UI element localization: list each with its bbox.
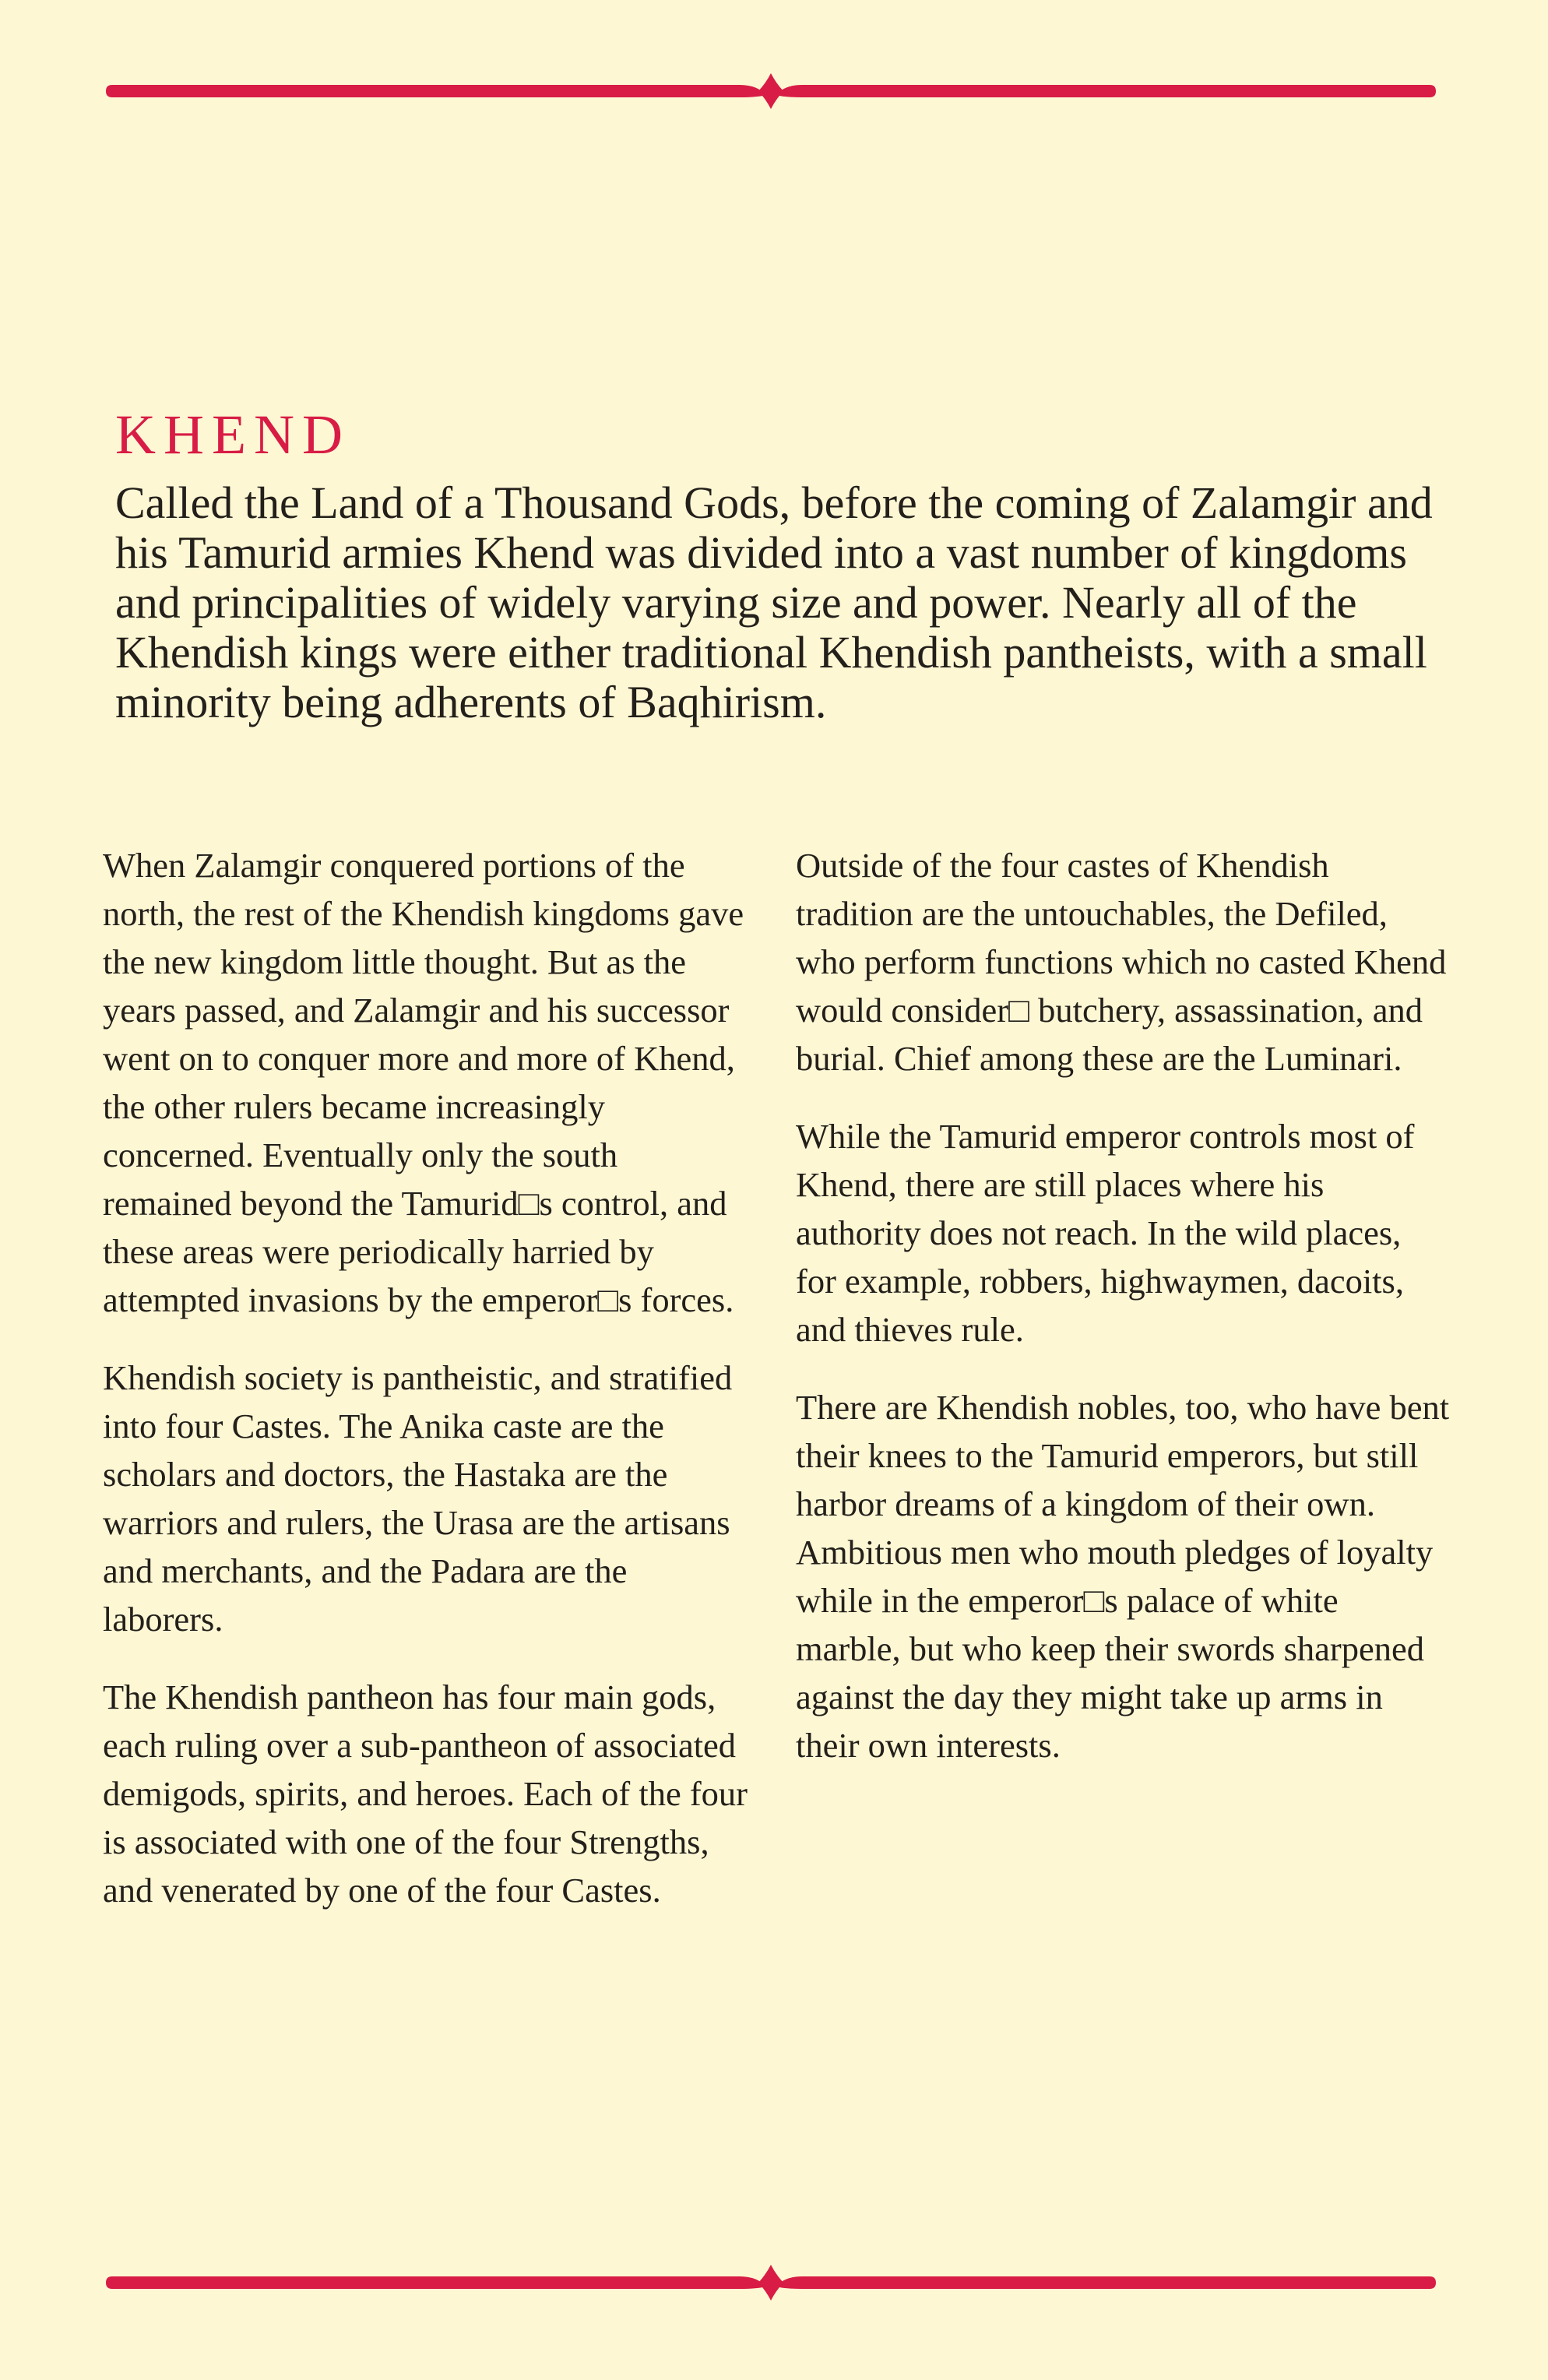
paragraph: Khendish society is pantheistic, and stratified into four Castes. The Anika caste are the scholars and doctors, the Hastaka are the warriors and rulers, the Urasa are the artisans and merchants, and the Padara are the laborers.: [103, 1358, 733, 1639]
paragraph: When Zalamgir conquered portions of the north, the rest of the Khendish kingdoms gave the new kingdom little thought. But as the years passed, and Zalamgir and his successor went on to conquer more and more of Khend, the other rulers became increasingly concerned. Eventually only the south remained beyond the Tamurid□s control, and these areas were periodically harried by attempted invasions by the emperor□s forces.: [103, 846, 744, 1319]
paragraph: The Khendish pantheon has four main gods, each ruling over a sub-pantheon of associated demigods, spirits, and heroes. Each of the four is associated with one of the four Strengths, and venerated by one of the four Castes.: [103, 1678, 748, 1910]
top-ornamental-rule: [101, 72, 1441, 111]
rule-bar-left: [106, 2276, 766, 2289]
bottom-ornamental-rule: [101, 2263, 1441, 2302]
section-intro: Called the Land of a Thousand Gods, before the coming of Zalamgir and his Tamurid armies Khend was divided into a vast number of kingdoms and principalities of widely varying size and power. Nearly all of the Khendish kings were either traditional Khendish pantheists, with a small minority being adherents of Baqhirism.: [115, 477, 1433, 727]
paragraph: Outside of the four castes of Khendish tradition are the untouchables, the Defiled, who perform functions which no casted Khend would consider□ butchery, assassination, and burial. Chief among these are the Luminari.: [796, 846, 1447, 1078]
rule-bar-left: [106, 85, 766, 97]
left-column: [103, 841, 749, 1944]
diamond-ornament-icon: [758, 73, 783, 109]
rule-bar-right: [776, 85, 1436, 97]
section-title: KHEND: [115, 403, 350, 466]
rule-bar-right: [776, 2276, 1436, 2289]
right-column: [796, 841, 1450, 1799]
diamond-ornament-icon: [758, 2265, 783, 2301]
paragraph: There are Khendish nobles, too, who have bent their knees to the Tamurid emperors, but still harbor dreams of a kingdom of their own. Ambitious men who mouth pledges of loyalty while in the emperor□s palace of white marble, but who keep their swords sharpened against the day they might take up arms in their own interests.: [796, 1388, 1450, 1765]
paragraph: While the Tamurid emperor controls most of Khend, there are still places where his authority does not reach. In the wild places, for example, robbers, highwaymen, dacoits, and thieves rule.: [796, 1117, 1415, 1349]
